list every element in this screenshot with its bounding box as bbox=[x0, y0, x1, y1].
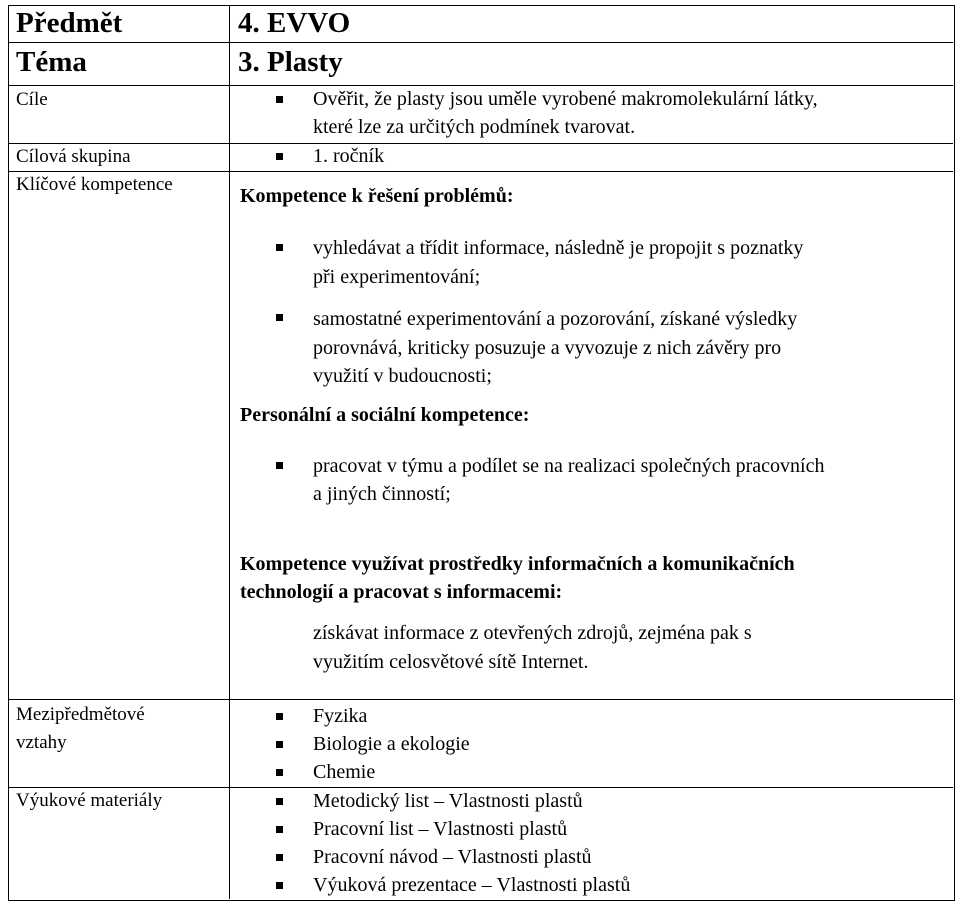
competence-bullet-2-line-3: využití v budoucnosti; bbox=[313, 365, 492, 387]
label-mezipredmetove-line-1: Mezipředmětové bbox=[16, 704, 145, 725]
label-cile: Cíle bbox=[16, 89, 48, 110]
cile-line-1: Ověřit, že plasty jsou uměle vyrobené makromolekulární látky, bbox=[313, 88, 818, 110]
competence-bullet-1-line-1: vyhledávat a třídit informace, následně je propojit s poznatky bbox=[313, 237, 804, 259]
bullet-icon bbox=[276, 713, 283, 720]
heading-informacni-technologie-line-1: Kompetence využívat prostředky informačních a komunikačních bbox=[240, 553, 795, 575]
cilova-skupina-value: 1. ročník bbox=[313, 145, 385, 167]
heading-reseni-problemu: Kompetence k řešení problémů: bbox=[240, 185, 514, 207]
competence-item-4-line-1: získávat informace z otevřených zdrojů, zejména pak s bbox=[313, 622, 752, 644]
competence-bullet-1-line-2: při experimentování; bbox=[313, 266, 481, 288]
competence-bullet-2-line-1: samostatné experimentování a pozorování, získané výsledky bbox=[313, 308, 798, 330]
label-predmet: Předmět bbox=[16, 7, 123, 39]
lesson-plan-table bbox=[8, 5, 955, 901]
heading-personalni-socialni: Personální a sociální kompetence: bbox=[240, 404, 530, 426]
list-item: Fyzika bbox=[313, 705, 368, 727]
row-divider bbox=[8, 171, 953, 172]
label-klicove-kompetence: Klíčové kompetence bbox=[16, 174, 173, 195]
bullet-icon bbox=[276, 854, 283, 861]
list-item: Pracovní list – Vlastnosti plastů bbox=[313, 818, 568, 840]
list-item: Biologie a ekologie bbox=[313, 733, 470, 755]
bullet-icon bbox=[276, 462, 283, 469]
value-tema: 3. Plasty bbox=[238, 46, 343, 78]
bullet-icon bbox=[276, 882, 283, 889]
list-item: Výuková prezentace – Vlastnosti plastů bbox=[313, 874, 631, 896]
bullet-icon bbox=[276, 153, 283, 160]
competence-bullet-3-line-1: pracovat v týmu a podílet se na realizaci společných pracovních bbox=[313, 455, 825, 477]
bullet-icon bbox=[276, 769, 283, 776]
row-divider bbox=[8, 143, 953, 144]
bullet-icon bbox=[276, 798, 283, 805]
list-item: Metodický list – Vlastnosti plastů bbox=[313, 790, 583, 812]
row-divider bbox=[8, 699, 953, 700]
bullet-icon bbox=[276, 741, 283, 748]
bullet-icon bbox=[276, 244, 283, 251]
value-predmet: 4. EVVO bbox=[238, 7, 351, 39]
competence-bullet-2-line-2: porovnává, kriticky posuzuje a vyvozuje z nich závěry pro bbox=[313, 337, 782, 359]
label-tema: Téma bbox=[16, 46, 87, 78]
heading-informacni-technologie-line-2: technologií a pracovat s informacemi: bbox=[240, 581, 563, 603]
bullet-icon bbox=[276, 96, 283, 103]
label-cilova-skupina: Cílová skupina bbox=[16, 146, 131, 167]
competence-item-4-line-2: využitím celosvětové sítě Internet. bbox=[313, 651, 589, 673]
row-divider bbox=[8, 42, 953, 43]
label-mezipredmetove-line-2: vztahy bbox=[16, 732, 67, 753]
bullet-icon bbox=[276, 826, 283, 833]
list-item: Pracovní návod – Vlastnosti plastů bbox=[313, 846, 592, 868]
cile-line-2: které lze za určitých podmínek tvarovat. bbox=[313, 116, 636, 138]
column-divider bbox=[229, 5, 230, 899]
list-item: Chemie bbox=[313, 761, 376, 783]
competence-bullet-3-line-2: a jiných činností; bbox=[313, 483, 451, 505]
label-vyukove-materialy: Výukové materiály bbox=[16, 790, 163, 811]
bullet-icon bbox=[276, 314, 283, 321]
